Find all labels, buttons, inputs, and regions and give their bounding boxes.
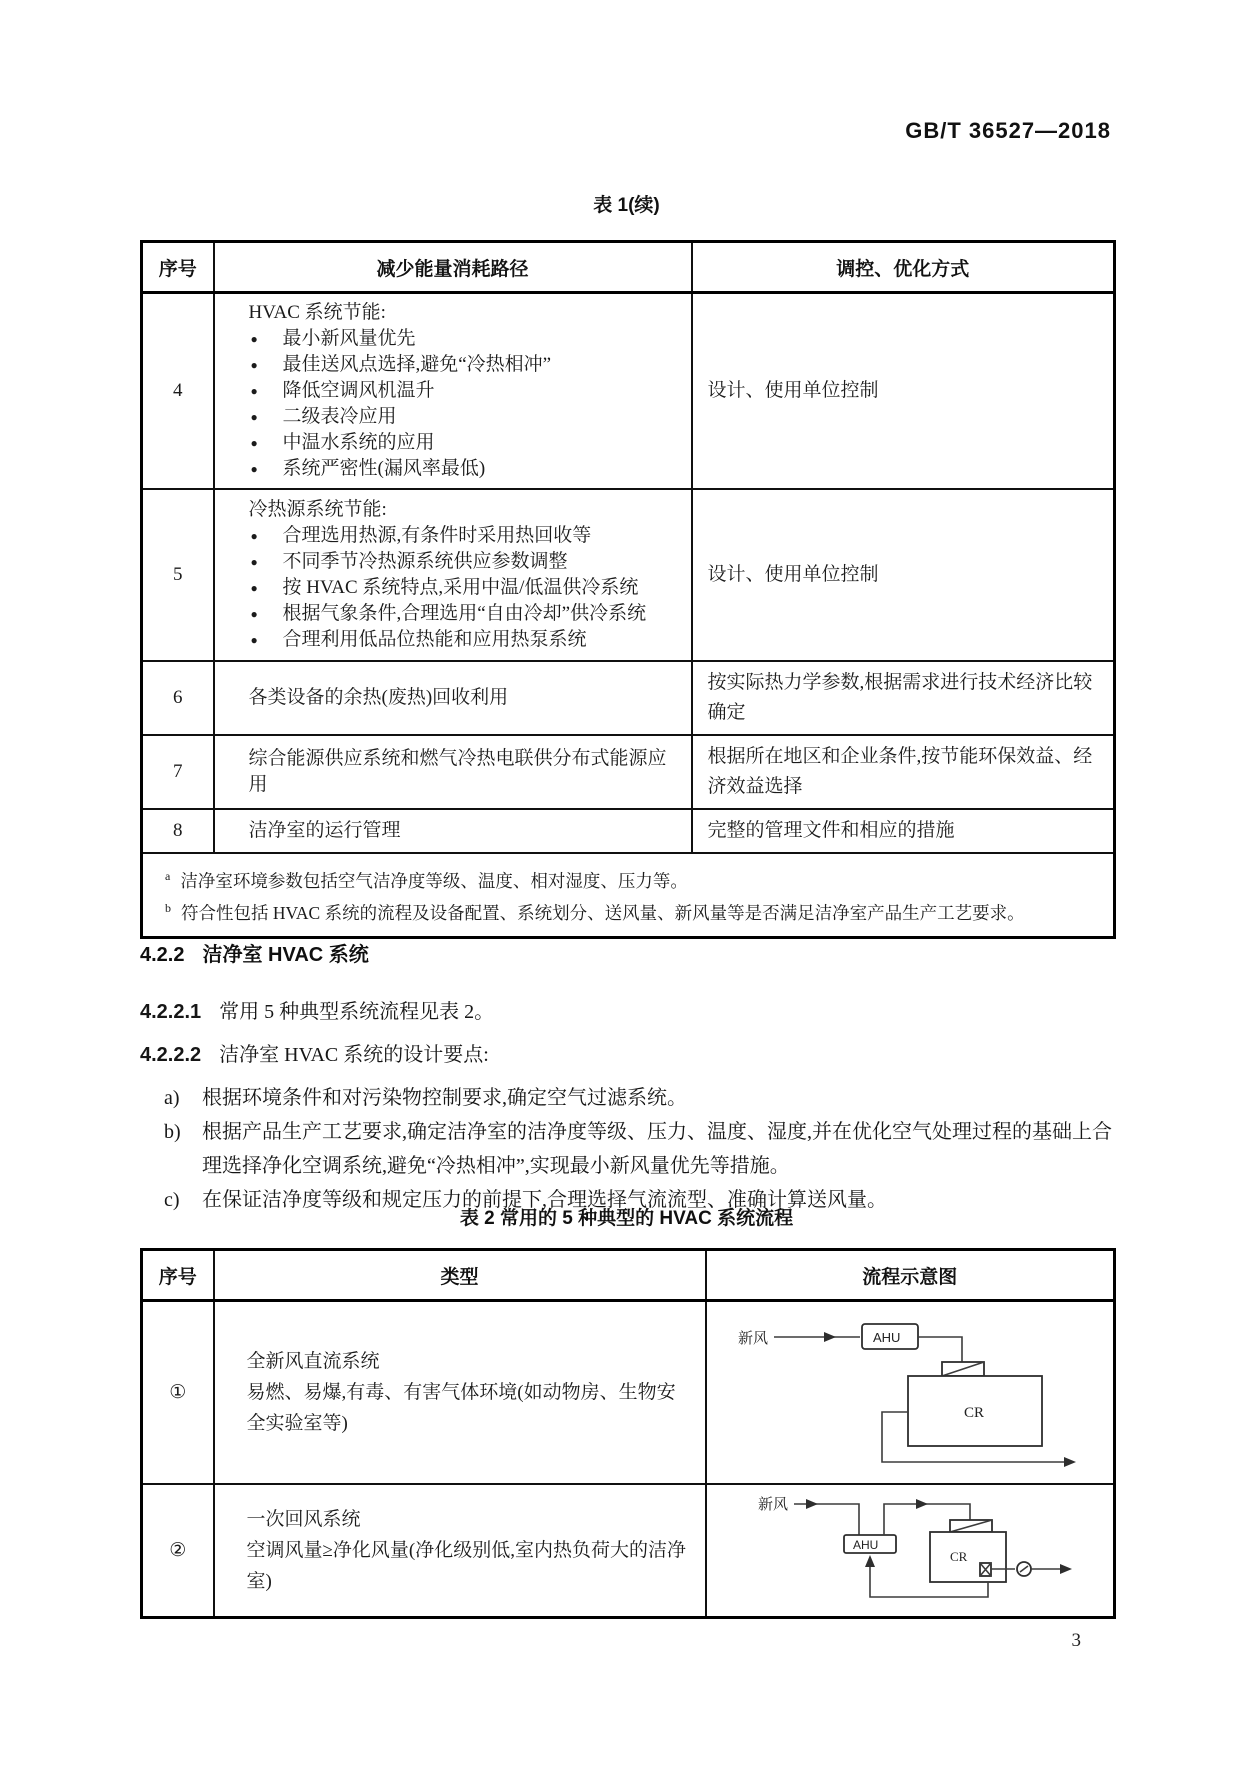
t2row2-no: ② (142, 1484, 214, 1618)
arrow-right-icon (1060, 1564, 1072, 1574)
page-number: 3 (1071, 1630, 1081, 1651)
footnote-a-marker: a (165, 869, 171, 883)
fresh-air-label: 新风 (758, 1497, 789, 1513)
footnote-a-text: 洁净室环境参数包括空气洁净度等级、温度、相对湿度、压力等。 (180, 870, 688, 891)
cleanroom-box (930, 1532, 1006, 1582)
table2-header-no: 序号 (142, 1250, 214, 1301)
clause-number: 4.2.2.1 (140, 1001, 202, 1023)
list-item-b (140, 1115, 1113, 1183)
list-marker: c) (164, 1189, 180, 1211)
ahu-label: AHU (873, 1330, 901, 1345)
row7-no: 7 (142, 735, 214, 809)
arrow-right-icon (806, 1499, 818, 1509)
table1-footnotes (142, 853, 1115, 937)
t2row1-type (214, 1301, 706, 1485)
list-text: 根据产品生产工艺要求,确定洁净室的洁净度等级、压力、温度、湿度,并在优化空气处理过程的基础上合理选择净化空调系统,避免“冷热相冲”,实现最小新风量优先等措施。 (202, 1121, 1112, 1177)
bullet-item: ● 不同季节冷热源系统供应参数调整 (249, 549, 681, 575)
t2row1-no: ① (142, 1301, 214, 1485)
bullet-item: ● 系统严密性(漏风率最低) (249, 456, 681, 482)
row6-control: 按实际热力学参数,根据需求进行技术经济比较确定 (692, 661, 1115, 735)
bullet-item: ● 最小新风量优先 (249, 326, 681, 352)
section-heading (140, 938, 1113, 967)
clause-text: 常用 5 种典型系统流程见表 2。 (219, 1001, 495, 1023)
t2row2-type (214, 1484, 706, 1618)
bullet-item: ● 根据气象条件,合理选用“自由冷却”供冷系统 (249, 601, 681, 627)
t2row2-type-name: 一次回风系统 (246, 1509, 361, 1530)
row5-path (214, 489, 692, 661)
table-row-8 (142, 809, 1115, 853)
table1 (140, 240, 1116, 939)
row4-control: 设计、使用单位控制 (692, 293, 1115, 490)
table1-header-row (142, 242, 1115, 293)
footnote-b (165, 895, 1099, 927)
table1-footnote-row (142, 853, 1115, 937)
list-text: 在保证洁净度等级和规定压力的前提下,合理选择气流流型、准确计算送风量。 (202, 1189, 887, 1211)
row4-no: 4 (142, 293, 214, 490)
row5-no: 5 (142, 489, 214, 661)
standard-number: GB/T 36527—2018 (905, 118, 1111, 143)
arrow-right-icon (1064, 1457, 1076, 1467)
table2-row-2 (142, 1484, 1115, 1618)
arrow-right-icon (916, 1499, 928, 1509)
t2row2-diagram-cell (706, 1484, 1115, 1618)
table2-title: 表 2 常用的 5 种典型的 HVAC 系统流程 (459, 1208, 794, 1229)
table2-header-type: 类型 (214, 1250, 706, 1301)
duct-line (918, 1337, 962, 1362)
bullet-item: ● 最佳送风点选择,避免“冷热相冲” (249, 352, 681, 378)
arrow-up-icon (865, 1555, 875, 1567)
table2-header-row (142, 1250, 1115, 1301)
cleanroom-label: CR (950, 1549, 968, 1564)
bullet-item: ● 二级表冷应用 (249, 404, 681, 430)
row5-path-title: 冷热源系统节能: (248, 499, 387, 520)
table-row-5 (142, 489, 1115, 661)
list-text: 根据环境条件和对污染物控制要求,确定空气过滤系统。 (202, 1087, 687, 1109)
hvac-flow-diagram-once-through (712, 1304, 1107, 1476)
list-marker: a) (164, 1087, 180, 1109)
row8-path: 洁净室的运行管理 (214, 809, 692, 853)
table1-title: 表 1(续) (593, 195, 660, 216)
footnote-b-text: 符合性包括 HVAC 系统的流程及设备配置、系统划分、送风量、新风量等是否满足洁净室产品生产工艺要求。 (181, 902, 1025, 923)
bullet-item: ● 降低空调风机温升 (249, 378, 681, 404)
bullet-item: ● 按 HVAC 系统特点,采用中温/低温供冷系统 (249, 575, 681, 601)
section-heading-number: 4.2.2 (140, 944, 185, 966)
page-content (140, 0, 1113, 1782)
cleanroom-label: CR (964, 1405, 985, 1421)
table-row-4 (142, 293, 1115, 490)
t2row1-type-desc: 易燃、易爆,有毒、有害气体环境(如动物房、生物安全实验室等) (246, 1382, 676, 1434)
list-marker: b) (164, 1121, 181, 1143)
table1-header-no: 序号 (142, 242, 214, 293)
row7-control: 根据所在地区和企业条件,按节能环保效益、经济效益选择 (692, 735, 1115, 809)
row4-path (214, 293, 692, 490)
row8-no: 8 (142, 809, 214, 853)
section-heading-title: 洁净室 HVAC 系统 (202, 944, 369, 966)
clause-4-2-2-2 (140, 1038, 1113, 1072)
ahu-label: AHU (853, 1538, 879, 1552)
row6-path: 各类设备的余热(废热)回收利用 (214, 661, 692, 735)
table2-header-diagram: 流程示意图 (706, 1250, 1115, 1301)
row6-no: 6 (142, 661, 214, 735)
t2row2-type-desc: 空调风量≥净化风量(净化级别低,室内热负荷大的洁净室) (246, 1540, 687, 1592)
bullet-item: ● 合理选用热源,有条件时采用热回收等 (249, 523, 681, 549)
row8-control: 完整的管理文件和相应的措施 (692, 809, 1115, 853)
bullet-item: ● 合理利用低品位热能和应用热泵系统 (249, 627, 681, 653)
arrow-right-icon (824, 1332, 836, 1342)
fresh-air-label: 新风 (738, 1331, 769, 1347)
clause-4-2-2-1 (140, 995, 1113, 1029)
row5-control: 设计、使用单位控制 (692, 489, 1115, 661)
clause-number: 4.2.2.2 (140, 1044, 202, 1066)
row4-path-title: HVAC 系统节能: (248, 302, 386, 323)
section-4-2-2 (140, 938, 1113, 1217)
duct-line (794, 1504, 859, 1535)
t2row1-diagram-cell (706, 1301, 1115, 1485)
table1-header-path: 减少能量消耗路径 (214, 242, 692, 293)
list-item-a (140, 1081, 1113, 1115)
clause-text: 洁净室 HVAC 系统的设计要点: (219, 1044, 489, 1066)
t2row1-type-name: 全新风直流系统 (246, 1351, 380, 1372)
table-row-6 (142, 661, 1115, 735)
table1-header-control: 调控、优化方式 (692, 242, 1115, 293)
table2 (140, 1248, 1116, 1619)
table-row-7 (142, 735, 1115, 809)
bullet-item: ● 中温水系统的应用 (249, 430, 681, 456)
footnote-b-marker: b (165, 900, 171, 915)
footnote-a (165, 863, 1099, 895)
table2-row-1 (142, 1301, 1115, 1485)
row7-path: 综合能源供应系统和燃气冷热电联供分布式能源应用 (214, 735, 692, 809)
hvac-flow-diagram-single-return (712, 1487, 1107, 1609)
